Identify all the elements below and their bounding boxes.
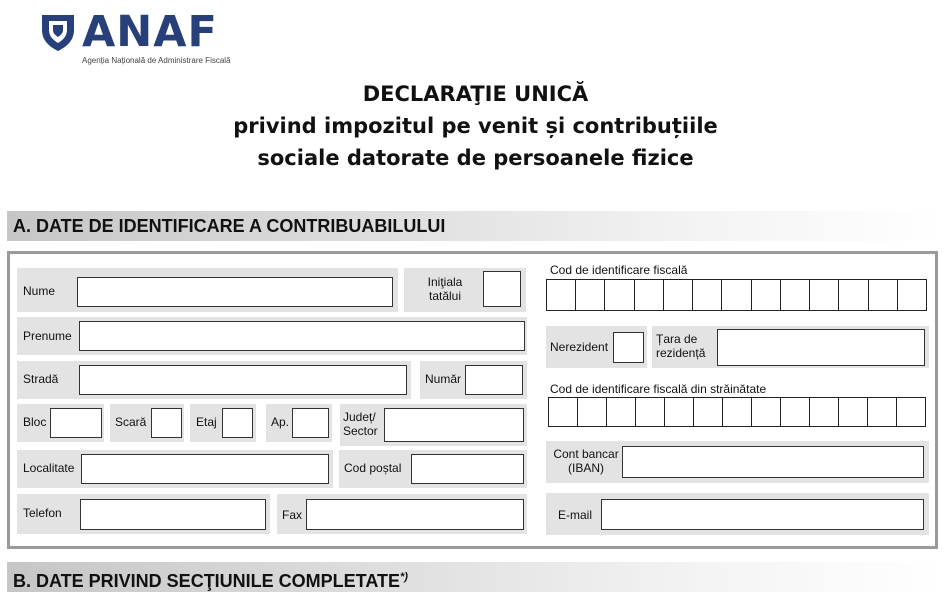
tara-label-line1: Țara de — [656, 332, 698, 346]
cif-label: Cod de identificare fiscală — [550, 263, 688, 277]
telefon-label: Telefon — [23, 506, 62, 520]
email-input[interactable] — [601, 499, 924, 530]
nume-label: Nume — [23, 284, 56, 298]
prenume-label: Prenume — [23, 329, 72, 343]
nerezident-checkbox[interactable] — [613, 332, 644, 363]
cont-bancar-label — [550, 447, 622, 475]
tara-rezidenta-input[interactable] — [717, 329, 925, 366]
anaf-logo — [40, 7, 270, 68]
telefon-input[interactable] — [80, 499, 266, 530]
judet-label — [343, 410, 383, 438]
localitate-input[interactable] — [81, 454, 329, 484]
initiala-label — [408, 275, 482, 303]
initiala-label-line1: Iniţiala — [427, 275, 463, 289]
cont-label-line2: (IBAN) — [568, 461, 604, 475]
etaj-input[interactable] — [222, 408, 253, 438]
judet-label-line2: Sector — [343, 424, 378, 438]
initiala-label-line2: tatălui — [428, 289, 462, 303]
cif-input[interactable] — [546, 279, 927, 311]
title-line-2: privind impozitul pe venit și contribuțiile — [233, 114, 718, 138]
logo-wordmark: ANAF — [82, 7, 218, 57]
strada-input[interactable] — [79, 365, 407, 395]
fax-input[interactable] — [306, 499, 524, 530]
section-b-header — [7, 562, 943, 592]
numar-input[interactable] — [465, 365, 523, 395]
logo-subtitle: Agenția Națională de Administrare Fiscală — [82, 56, 231, 65]
bloc-input[interactable] — [50, 408, 102, 438]
cont-label-line1: Cont bancar — [553, 447, 619, 461]
cod-postal-input[interactable] — [411, 454, 524, 484]
section-b-footnote: *) — [400, 571, 408, 583]
fax-label: Fax — [282, 508, 303, 522]
title-line-3: sociale datorate de persoanele fizice — [257, 146, 694, 170]
strada-label: Stradă — [23, 372, 59, 386]
document-title — [0, 78, 951, 174]
cif-strainatate-label: Cod de identificare fiscală din străinătate — [550, 382, 767, 396]
nerezident-label: Nerezident — [550, 340, 609, 354]
etaj-label: Etaj — [196, 415, 217, 429]
ap-label: Ap. — [271, 415, 290, 429]
judet-label-line1: Județ/ — [343, 410, 376, 424]
bloc-label: Bloc — [23, 415, 47, 429]
cif-strainatate-input[interactable] — [548, 397, 926, 427]
scara-input[interactable] — [151, 408, 182, 438]
email-label: E-mail — [558, 508, 593, 522]
scara-label: Scară — [115, 415, 147, 429]
judet-input[interactable] — [384, 408, 524, 442]
numar-label: Număr — [425, 372, 462, 386]
tara-rezidenta-label — [656, 332, 705, 360]
title-line-1: DECLARAŢIE UNICĂ — [362, 82, 589, 106]
ap-input[interactable] — [292, 408, 329, 438]
nume-input[interactable] — [77, 277, 393, 307]
section-b-label: B. DATE PRIVIND SECŢIUNILE COMPLETATE — [13, 571, 401, 591]
localitate-label: Localitate — [23, 461, 75, 475]
section-a-header: A. DATE DE IDENTIFICARE A CONTRIBUABILULUI — [7, 211, 943, 241]
prenume-input[interactable] — [79, 321, 525, 351]
initiala-input[interactable] — [483, 271, 521, 307]
cod-postal-label: Cod poștal — [344, 461, 402, 475]
cont-bancar-input[interactable] — [622, 446, 924, 478]
shield-icon — [40, 12, 76, 52]
tara-label-line2: rezidență — [656, 346, 706, 360]
